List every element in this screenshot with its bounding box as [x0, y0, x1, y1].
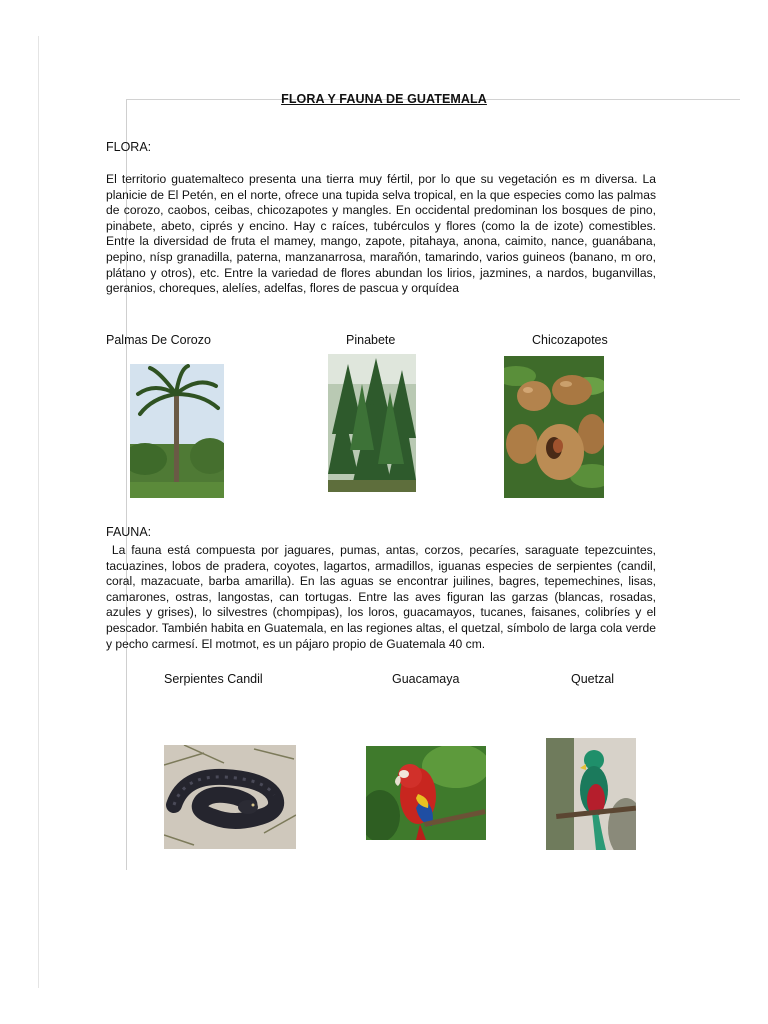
caption-serpientes-candil: Serpientes Candil	[164, 672, 263, 686]
caption-pinabete: Pinabete	[346, 333, 396, 347]
page-edge	[38, 36, 39, 988]
chicozapote-image	[504, 356, 604, 498]
flora-paragraph: El territorio guatemalteco presenta una tierra muy fértil, por lo que su vegetación es m diversa. La planicie de El Petén, en el norte, ofrece una tupida selva tropical, en la que especies como las palmas de corozo, caobos, ceibas, chicozapotes y mangles. En occidental predominan los bosques de pino, pinabete, abeto, ciprés y encino. Hay c raíces, tubérculos y flores (como la de izote) comestibles. Entre la diversidad de fruta el mamey, mango, zapote, pitahaya, anona, caimito, nance, guanábana, pepino, nísp granadilla, paterna, manzanarrosa, marañón, tamarindo, varios guineos (banano, m oro, plátano y otros), etc. Entre la variedad de flores abundan los lirios, jazmines, a nardos, buganvillas, geranios, choreques, alelíes, adelfas, flores de pascua y orquídea	[106, 172, 656, 296]
pinabete-image	[328, 354, 416, 492]
macaw-image	[366, 746, 486, 840]
caption-guacamaya: Guacamaya	[392, 672, 460, 686]
fauna-paragraph: La fauna está compuesta por jaguares, pumas, antas, corzos, pecaríes, saraguate tepezcuintes, tacuazines, lobos de pradera, coyotes, lagartos, armadillos, iguanas especies de serpientes (candil, coral, mazacuate, barba amarilla). En las aguas se encontrar juilines, bagres, tepemechines, lisas, camarones, ostras, langostas, can tortugas. Entre las aves figuran las garzas (blancas, rosadas, azules y grises), lo silvestres (chompipas), los loros, guacamayos, tucanes, faisanes, colibríes y el pescador. También habita en Guatemala, en las regiones altas, el quetzal, símbolo de larga cola verde y pecho carmesí. El motmot, es un pájaro propio de Guatemala 40 cm.	[106, 543, 660, 651]
flora-heading: FLORA:	[106, 140, 152, 154]
caption-chicozapotes: Chicozapotes	[532, 333, 608, 347]
caption-quetzal: Quetzal	[571, 672, 615, 686]
quetzal-image	[546, 738, 636, 850]
caption-palmas-de-corozo: Palmas De Corozo	[106, 333, 211, 347]
document-title: FLORA Y FAUNA DE GUATEMALA	[281, 92, 487, 106]
fauna-heading: FAUNA:	[106, 525, 152, 539]
palm-tree-image	[130, 364, 224, 498]
snake-image	[164, 745, 296, 849]
